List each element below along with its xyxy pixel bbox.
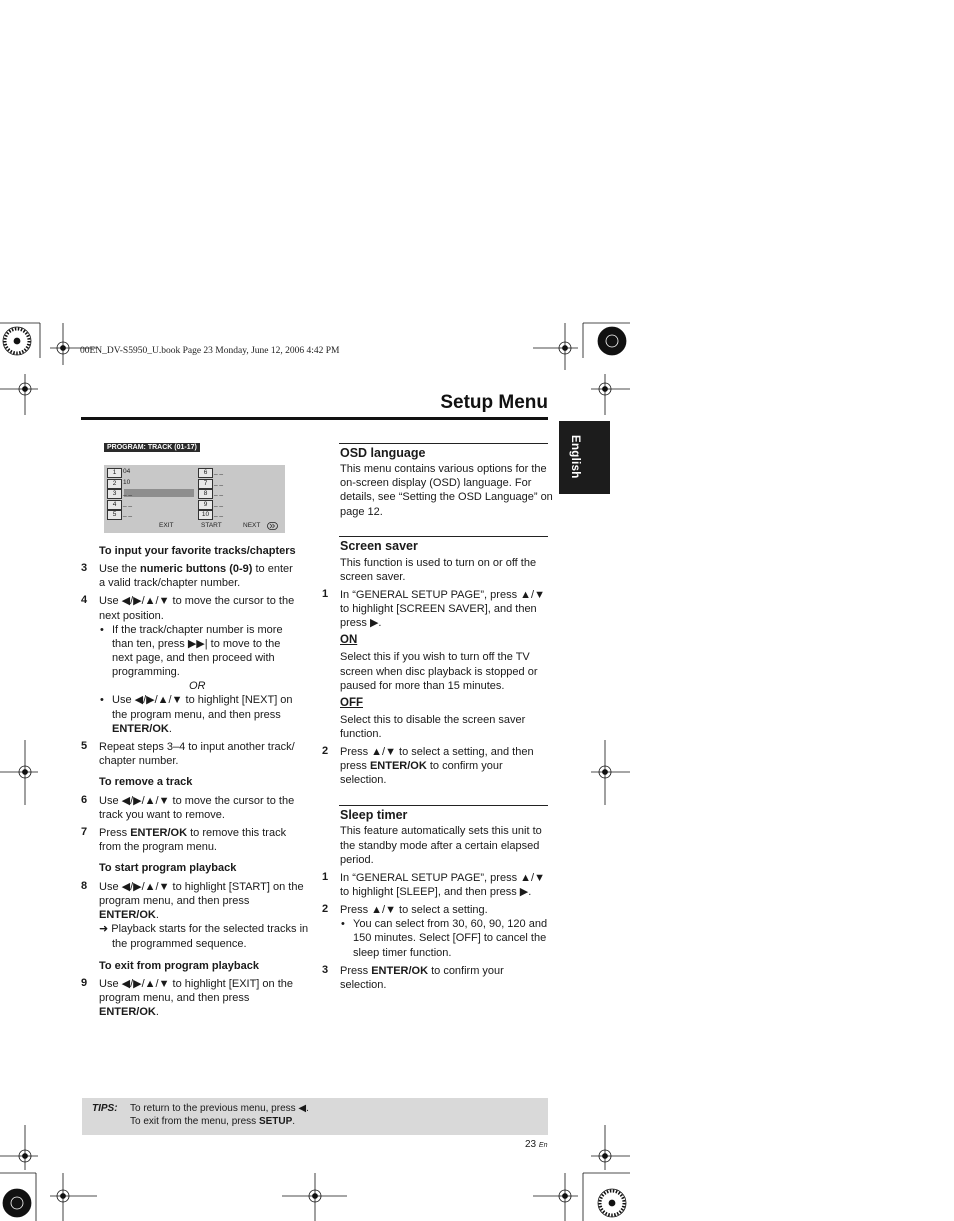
tips-label: TIPS: [92, 1103, 118, 1114]
step-text: track you want to remove. [99, 809, 225, 821]
bullet-text: next page, and then proceed with [112, 652, 275, 664]
bullet-dot: • [341, 918, 345, 930]
step-text [99, 562, 293, 577]
step-number: 2 [322, 903, 329, 915]
step-number: 1 [322, 588, 329, 600]
body-text: screen when disc playback is stopped or [340, 666, 538, 678]
program-slot-number: 4 [107, 500, 122, 510]
step-number: 8 [81, 880, 88, 892]
next-button-icon [267, 522, 278, 530]
body-text: This menu contains various options for the [340, 463, 547, 475]
program-slot-value: _ _ [123, 500, 133, 507]
step-text: a valid track/chapter number. [99, 577, 241, 589]
step-text-bold: ENTER/OK [130, 827, 188, 839]
page-title: Setup Menu [440, 392, 548, 413]
step-text-part: . [168, 723, 172, 735]
step-number: 5 [81, 740, 88, 752]
step-number: 3 [322, 964, 329, 976]
body-text: screen saver. [340, 571, 406, 583]
program-slot-value: _ _ [214, 510, 224, 517]
bullet-dot: • [100, 624, 104, 636]
step-text-part: to confirm your [426, 760, 503, 772]
tips-bold: SETUP [258, 1116, 293, 1127]
page-number [525, 1139, 547, 1150]
step-number: 7 [81, 826, 88, 838]
step-text: Use ◀/▶/▲/▼ to move the cursor to the [99, 795, 295, 807]
heading-exit-playback: To exit from program playback [99, 960, 259, 972]
step-text-part: Press [340, 965, 372, 977]
step-text-bold: ENTER/OK [371, 965, 429, 977]
program-slot-value: _ _ [123, 510, 133, 517]
step-text-bold: ENTER/OK [99, 1006, 156, 1018]
step-text-bold: ENTER/OK [99, 909, 156, 921]
step-text: to highlight [SCREEN SAVER], and then [340, 603, 537, 615]
body-text: function. [340, 728, 382, 740]
section-title-screen-saver: Screen saver [340, 539, 418, 553]
body-text: This function is used to turn on or off the [340, 557, 537, 569]
step-text-bold: ENTER/OK [112, 723, 169, 735]
step-text: from the program menu. [99, 841, 217, 853]
step-text [340, 759, 503, 774]
program-slot-value: 04 [123, 468, 131, 475]
step-text-part: to enter [252, 563, 293, 575]
step-text: press ▶. [340, 617, 382, 629]
program-slot-number: 2 [107, 479, 122, 489]
program-highlight-bar [124, 489, 194, 497]
option-off-label: OFF [340, 697, 363, 709]
step-text: next position. [99, 610, 164, 622]
step-text: selection. [340, 979, 387, 991]
body-text: Select this to disable the screen saver [340, 714, 526, 726]
bullet-text: Use ◀/▶/▲/▼ to highlight [NEXT] on [112, 694, 293, 706]
program-slot-value: _ _ [214, 479, 224, 486]
bullet-text: programming. [112, 666, 180, 678]
step-text: chapter number. [99, 755, 179, 767]
step-text: selection. [340, 774, 387, 786]
body-text: the standby mode after a certain elapsed [340, 840, 540, 852]
bullet-text: sleep timer function. [353, 947, 452, 959]
program-slot-value: _ _ [214, 468, 224, 475]
program-start-label: START [201, 522, 222, 529]
heading-remove-track: To remove a track [99, 776, 193, 788]
step-result: ➜ Playback starts for the selected tracks in [99, 923, 309, 935]
step-number: 2 [322, 745, 329, 757]
program-slot-number: 10 [198, 510, 213, 520]
tips-box [82, 1098, 548, 1135]
step-number: 3 [81, 562, 88, 574]
bullet-text: If the track/chapter number is more [112, 624, 283, 636]
program-screen [104, 465, 285, 533]
bullet-text: 150 minutes. Select [OFF] to cancel the [353, 932, 547, 944]
program-slot-number: 9 [198, 500, 213, 510]
tips-line [130, 1116, 295, 1127]
body-text: on-screen display (OSD) language. For [340, 477, 532, 489]
step-result: the programmed sequence. [112, 938, 247, 950]
bullet-text: the program menu, and then press [112, 709, 281, 721]
step-number: 1 [322, 871, 329, 883]
bullet-text: You can select from 30, 60, 90, 120 and [353, 918, 548, 930]
step-text-part: Press [99, 827, 131, 839]
step-text [340, 964, 504, 979]
step-text: In “GENERAL SETUP PAGE”, press ▲/▼ [340, 872, 545, 884]
tips-text: . [292, 1116, 296, 1127]
step-text-part: . [155, 1006, 159, 1018]
step-text: In “GENERAL SETUP PAGE”, press ▲/▼ [340, 589, 545, 601]
section-title-sleep-timer: Sleep timer [340, 808, 408, 822]
step-text: Use ◀/▶/▲/▼ to highlight [EXIT] on the [99, 978, 293, 990]
step-text: Press ▲/▼ to select a setting, and then [340, 746, 534, 758]
option-on-label: ON [340, 634, 358, 646]
step-text-part: to remove this track [187, 827, 287, 839]
body-text: This feature automatically sets this unit to [340, 825, 542, 837]
program-slot-number: 8 [198, 489, 213, 499]
step-text: program menu, and then press [99, 992, 250, 1004]
body-text: details, see “Setting the OSD Language” on [340, 491, 553, 503]
program-slot-number: 5 [107, 510, 122, 520]
bullet-text [112, 722, 172, 737]
program-slot-value: _ _ [214, 489, 224, 496]
step-text [99, 908, 159, 923]
tips-text: To exit from the menu, press [130, 1116, 259, 1127]
bullet-dot: • [100, 694, 104, 706]
page-lang: En [538, 1142, 548, 1149]
language-tab [559, 421, 610, 494]
program-slot-number: 1 [107, 468, 122, 478]
program-screen-label: PROGRAM: TRACK (01-17) [104, 443, 200, 452]
step-text-part: Use the [99, 563, 140, 575]
program-slot-value: _ _ [123, 489, 133, 496]
section-rule [339, 443, 548, 444]
tips-line: To return to the previous menu, press ◀. [130, 1103, 309, 1114]
program-slot-number: 3 [107, 489, 122, 499]
section-rule [339, 536, 548, 537]
body-text: page 12. [340, 506, 383, 518]
body-text: Select this if you wish to turn off the TV [340, 651, 530, 663]
step-text-bold: numeric buttons (0-9) [139, 563, 253, 575]
step-text [99, 826, 286, 841]
step-text: to highlight [SLEEP], and then press ▶. [340, 886, 532, 898]
program-slot-number: 7 [198, 479, 213, 489]
step-number: 4 [81, 594, 88, 606]
heading-input-tracks: To input your favorite tracks/chapters [99, 545, 296, 557]
step-text-part: to confirm your [428, 965, 504, 977]
program-slot-value: _ _ [214, 500, 224, 507]
page-number-value: 23 [525, 1139, 537, 1150]
step-text: Press ▲/▼ to select a setting. [340, 904, 488, 916]
step-text [99, 1005, 159, 1020]
step-number: 6 [81, 794, 88, 806]
section-title-osd: OSD language [340, 446, 426, 460]
step-text: Use ◀/▶/▲/▼ to highlight [START] on the [99, 881, 304, 893]
title-rule [81, 417, 548, 420]
step-text-bold: ENTER/OK [369, 760, 427, 772]
program-exit-label: EXIT [159, 522, 174, 529]
program-next-label: NEXT [243, 522, 261, 529]
step-text: program menu, and then press [99, 895, 250, 907]
bullet-text: than ten, press ▶▶| to move to the [112, 638, 281, 650]
body-text: period. [340, 854, 374, 866]
or-divider: OR [189, 680, 206, 692]
step-text: Use ◀/▶/▲/▼ to move the cursor to the [99, 595, 295, 607]
program-slot-number: 6 [198, 468, 213, 478]
heading-start-playback: To start program playback [99, 862, 237, 874]
section-rule [339, 805, 548, 806]
step-text-part: press [340, 760, 370, 772]
program-slot-value: 10 [123, 479, 131, 486]
step-text-part: . [155, 909, 159, 921]
step-text: Repeat steps 3–4 to input another track/ [99, 741, 295, 753]
book-header-line: 00EN_DV-S5950_U.book Page 23 Monday, June 12, 2006 4:42 PM [80, 346, 340, 356]
step-number: 9 [81, 977, 88, 989]
language-tab-label: English [569, 435, 581, 479]
body-text: paused for more than 15 minutes. [340, 680, 505, 692]
